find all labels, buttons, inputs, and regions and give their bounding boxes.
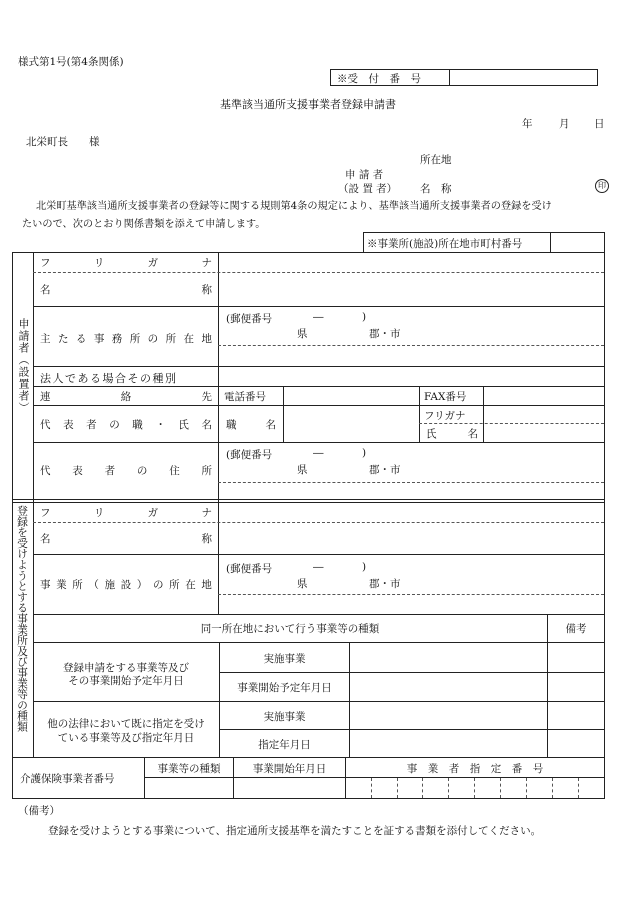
phone-label: 電話番号	[224, 391, 266, 403]
implemented-business-field[interactable]	[351, 644, 545, 670]
care-insurance-label: 介護保険事業者番号	[20, 773, 115, 785]
footer-remarks-label: （備考）	[18, 805, 60, 817]
other-law-remarks-field[interactable]	[549, 703, 602, 755]
representative-address-label: 代 表 者 の 住 所	[40, 465, 212, 477]
main-office-address-label: 主 た る 事 務 所 の 所 在 地	[40, 333, 212, 345]
rep-name-label: 氏 名	[426, 428, 478, 440]
footer-note: 登録を受けようとする事業について、指定通所支援基準を満たすことを証する書類を添付してください。	[48, 825, 542, 837]
implemented-business-label: 実施事業	[263, 653, 306, 665]
rep-furigana-field[interactable]	[486, 407, 602, 421]
planned-start-label: 事業開始予定年月日	[237, 682, 332, 694]
fax-field[interactable]	[486, 388, 602, 403]
other-law-business-field[interactable]	[351, 703, 545, 727]
representative-title-name-label: 代 表 者 の 職 ・ 氏 名	[40, 419, 212, 431]
designation-date-field[interactable]	[351, 731, 545, 755]
facility-furigana-field[interactable]	[220, 504, 602, 520]
corporation-type-label: 法人である場合その種別	[40, 372, 178, 385]
fax-label: FAX番号	[424, 391, 467, 403]
phone-field[interactable]	[286, 388, 416, 403]
facility-name-label: 名 称	[40, 533, 212, 545]
body-text-line1: 北栄町基準該当通所支援事業者の登録等に関する規則第4条の規定により、基準該当通所支援事業者の登録を受け	[36, 201, 552, 212]
facility-name-field[interactable]	[220, 524, 602, 552]
date-day: 日	[594, 118, 605, 130]
office-code-field[interactable]	[552, 234, 602, 250]
contact-label: 連 絡 先	[40, 391, 212, 403]
facility-address-label: 事 業 所 （ 施 設 ） の 所 在 地	[40, 579, 212, 591]
operator-number-header: 事 業 者 指 定 番 号	[406, 763, 544, 775]
rep-furigana-label: フリガナ	[424, 410, 466, 422]
applicant-furigana-field[interactable]	[220, 254, 602, 270]
name-label: 名 称	[40, 284, 212, 296]
job-title-field[interactable]	[286, 407, 416, 440]
planned-start-field[interactable]	[351, 674, 545, 700]
applicant-name-field[interactable]	[220, 274, 602, 304]
body-text-line2: たいので、次のとおり関係書類を添えて申請します。	[22, 219, 266, 230]
rep-name-field[interactable]	[486, 425, 602, 440]
form-title: 基準該当通所支援事業者登録申請書	[220, 98, 396, 111]
other-law-label-1: 他の法律において既に指定を受け	[47, 718, 205, 730]
applicant-address-label: 所在地	[420, 154, 452, 166]
other-law-label-2: ている事業等及び指定年月日	[57, 732, 195, 744]
application-business-label-1: 登録申請をする事業等及び	[63, 662, 189, 674]
facility-furigana-label: フ リ ガ ナ	[40, 507, 212, 519]
establisher-label: （設 置 者）	[338, 183, 398, 195]
designation-date-label: 指定年月日	[258, 739, 311, 751]
applicant-side-label: 申請者（設置者）	[17, 318, 30, 414]
applicant-label: 申 請 者	[345, 169, 384, 181]
addressee: 北栄町長 様	[26, 136, 100, 148]
date-year: 年	[522, 118, 533, 130]
start-date-header: 事業開始年月日	[252, 763, 327, 775]
furigana-label: フ リ ガ ナ	[40, 257, 212, 269]
date-month: 月	[559, 118, 570, 130]
facility-side-label: 登録を受けようとする事業所及び事業等の種類	[16, 505, 29, 732]
remarks-header: 備考	[565, 623, 587, 635]
form-number: 様式第1号(第4条関係)	[18, 56, 124, 68]
business-type-header: 事業等の種類	[157, 763, 221, 775]
office-code-label: ※事業所(施設)所在地市町村番号	[367, 238, 523, 250]
implemented-business-label-2: 実施事業	[263, 711, 306, 723]
application-remarks-field[interactable]	[549, 644, 602, 700]
job-title-label: 職 名	[226, 419, 276, 431]
seal-icon: 印	[595, 179, 609, 193]
receipt-number-label: ※受 付 番 号	[337, 73, 421, 85]
application-business-label-2: その事業開始予定年月日	[68, 675, 184, 687]
receipt-number-field[interactable]	[452, 70, 595, 84]
care-business-type-field[interactable]	[146, 779, 232, 796]
applicant-name-label: 名 称	[420, 183, 452, 195]
same-location-header: 同一所在地において行う事業等の種類	[200, 623, 380, 635]
care-start-date-field[interactable]	[235, 779, 344, 796]
corporation-type-field[interactable]	[220, 368, 602, 384]
